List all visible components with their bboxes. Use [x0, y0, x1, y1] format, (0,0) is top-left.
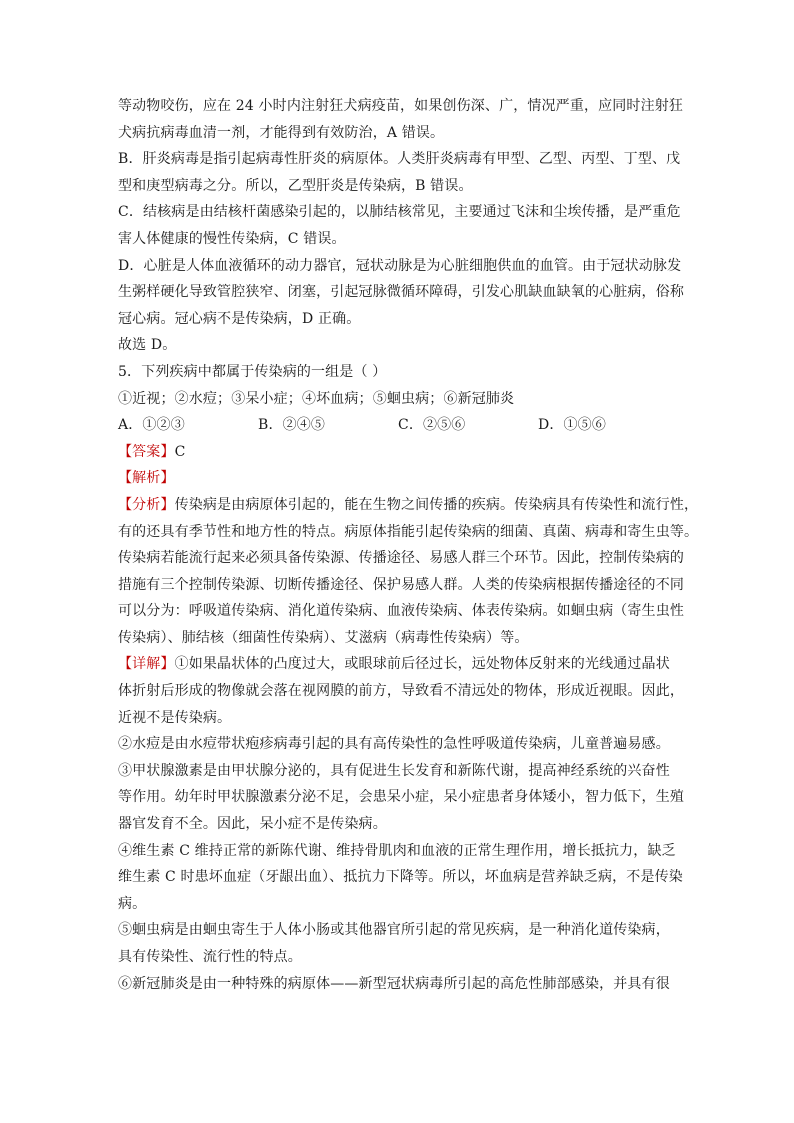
text-line: C．结核病是由结核杆菌感染引起的，以肺结核常见，主要通过飞沫和尘埃传播，是严重危	[118, 204, 681, 221]
text-line: 病。	[118, 895, 147, 912]
text-line: 维生素 C 时患坏血症（牙龈出血）、抵抗力下降等。所以，坏血病是营养缺乏病，不是传染	[118, 869, 683, 886]
text-line: 器官发育不全。因此，呆小症不是传染病。	[118, 816, 387, 833]
option-b: B．②④⑤	[258, 417, 326, 434]
text-line: ③甲状腺激素是由甲状腺分泌的，具有促进生长发育和新陈代谢，提高神经系统的兴奋性	[118, 762, 670, 779]
fenxi-label: 【分析】	[118, 496, 175, 513]
text-line: 型和庚型病毒之分。所以，乙型肝炎是传染病，B 错误。	[118, 177, 473, 194]
text-line: 近视不是传染病。	[118, 709, 232, 726]
xiangjie-line	[118, 651, 678, 678]
text-line: 等作用。幼年时甲状腺激素分泌不足，会患呆小症，呆小症患者身体矮小，智力低下，生殖	[118, 789, 684, 806]
analysis-line	[118, 465, 678, 492]
answer-options	[118, 412, 678, 439]
text-line: 具有传染性、流行性的特点。	[118, 949, 302, 965]
option-c: C．②⑤⑥	[398, 417, 466, 434]
xiangjie-text: ①如果晶状体的凸度过大，或眼球前后径过长，远处物体反射来的光线通过晶状	[174, 656, 670, 673]
conclusion-line: 故选 D。	[118, 337, 177, 354]
answer-label: 【答案】	[118, 443, 175, 460]
text-line: 等动物咬伤，应在 24 小时内注射狂犬病疫苗，如果创伤深、广，情况严重，应同时注射狂	[118, 98, 684, 114]
fenxi-text: 传染病是由病原体引起的，能在生物之间传播的疾病。传染病具有传染性和流行性，	[174, 496, 699, 513]
text-line: ④维生素 C 维持正常的新陈代谢、维持骨肌肉和血液的正常生理作用，增长抵抗力，缺乏	[118, 842, 676, 859]
text-line: 害人体健康的慢性传染病，C 错误。	[118, 230, 346, 247]
option-a: A．①②③	[118, 417, 185, 434]
answer-line	[118, 439, 678, 466]
text-line: B．肝炎病毒是指引起病毒性肝炎的病原体。人类肝炎病毒有甲型、乙型、丙型、丁型、戊	[118, 151, 681, 168]
document-content	[118, 93, 699, 997]
analysis-label: 【解析】	[118, 470, 175, 487]
option-d: D．①⑤⑥	[538, 417, 606, 434]
text-line: 传染病若能流行起来必须具备传染源、传播途径、易感人群三个环节。因此，控制传染病的	[118, 550, 684, 567]
text-line: 犬病抗病毒血清一剂，才能得到有效防治，A 错误。	[118, 124, 445, 141]
text-line: ⑤蛔虫病是由蛔虫寄生于人体小肠或其他器官所引起的常见疾病，是一种消化道传染病，	[118, 922, 670, 939]
text-line: 冠心病。冠心病不是传染病，D 正确。	[118, 310, 361, 327]
question-items: ①近视；②水痘；③呆小症；④坏血病；⑤蛔虫病；⑥新冠肺炎	[118, 390, 515, 407]
text-line: 可以分为：呼吸道传染病、消化道传染病、血液传染病、体表传染病。如蛔虫病（寄生虫性	[118, 603, 684, 620]
text-line: ⑥新冠肺炎是由一种特殊的病原体——新型冠状病毒所引起的高危性肺部感染，并具有很	[118, 975, 670, 992]
text-line: 传染病）、肺结核（细菌性传染病）、艾滋病（病毒性传染病）等。	[118, 629, 529, 646]
xiangjie-label: 【详解】	[118, 656, 175, 673]
text-line: 体折射后形成的物像就会落在视网膜的前方，导致看不清远处的物体，形成近视眼。因此，	[118, 683, 684, 700]
text-line: 措施有三个控制传染源、切断传播途径、保护易感人群。人类的传染病根据传播途径的不同	[118, 576, 684, 593]
text-line: 有的还具有季节性和地方性的特点。病原体指能引起传染病的细菌、真菌、病毒和寄生虫等。	[118, 523, 699, 540]
text-line: 生粥样硬化导致管腔狭窄、闭塞，引起冠脉微循环障碍，引发心肌缺血缺氧的心脏病，俗称	[118, 284, 684, 301]
text-line: D．心脏是人体血液循环的动力器官，冠状动脉是为心脏细胞供血的血管。由于冠状动脉发	[118, 257, 682, 274]
answer-value: C	[174, 443, 186, 460]
text-line: ②水痘是由水痘带状疱疹病毒引起的具有高传染性的急性呼吸道传染病，儿童普遍易感。	[118, 736, 670, 753]
fenxi-line	[118, 492, 699, 519]
question-stem: 5．下列疾病中都属于传染病的一组是（ ）	[118, 363, 387, 380]
